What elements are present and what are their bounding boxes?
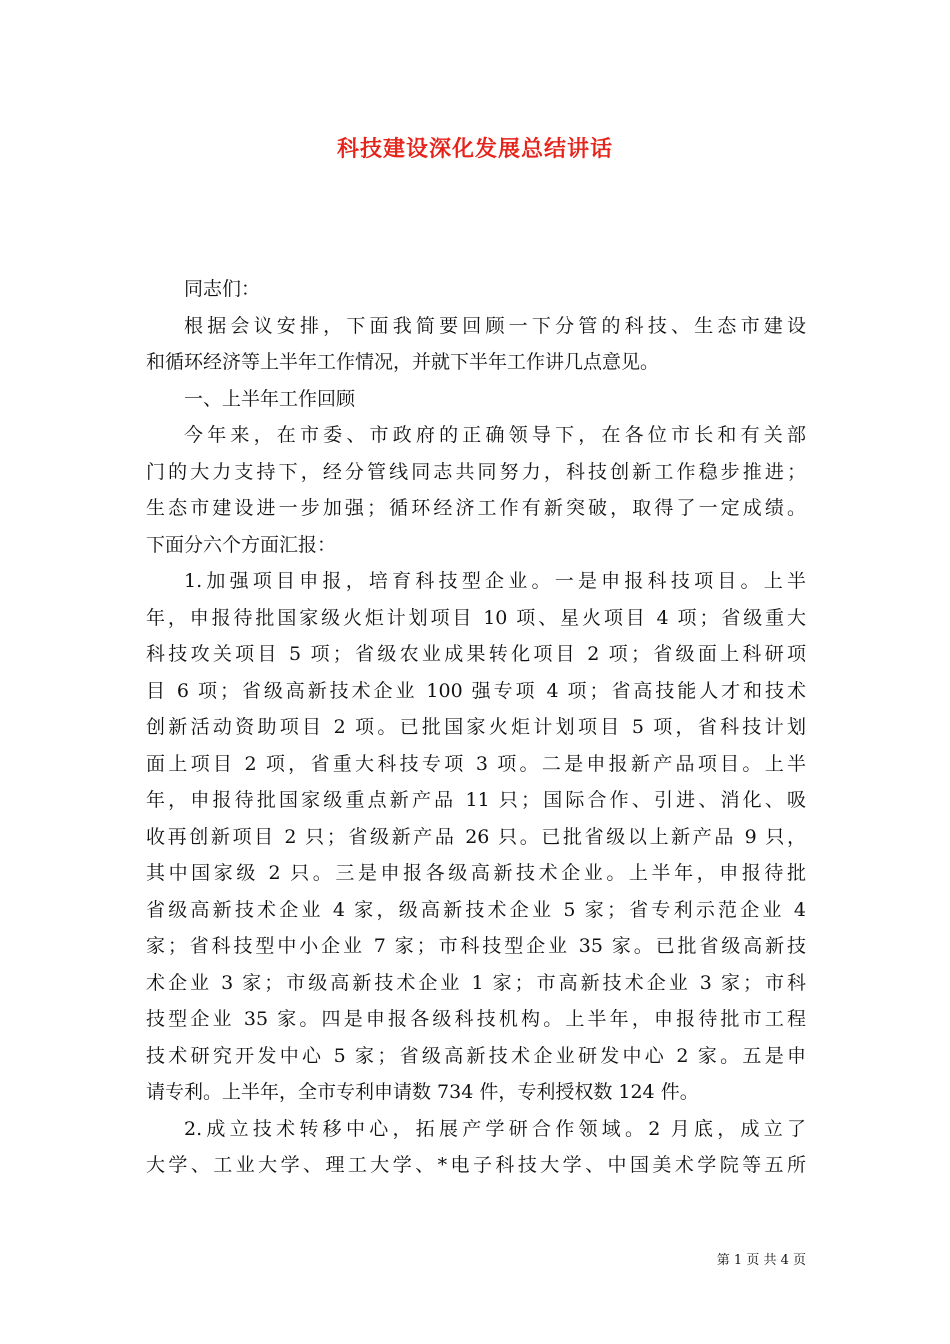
paragraph-line: 术企业 3 家；市级高新技术企业 1 家；市高新技术企业 3 家；市科	[146, 971, 806, 994]
paragraph-line: 创新活动资助项目 2 项。已批国家火炬计划项目 5 项，省科技计划	[146, 716, 806, 738]
paragraph-line: 今年来，在市委、市政府的正确领导下，在各位市长和有关部	[184, 424, 806, 446]
paragraph-line: 生态市建设进一步加强；循环经济工作有新突破，取得了一定成绩。	[146, 497, 806, 519]
paragraph-line: 根据会议安排，下面我简要回顾一下分管的科技、生态市建设	[184, 314, 806, 337]
page-number: 第 1 页 共 4 页	[716, 1253, 806, 1268]
paragraph-line: 技型企业 35 家。四是申报各级科技机构。上半年，申报待批市工程	[146, 1008, 806, 1030]
section-heading: 一、上半年工作回顾	[184, 387, 356, 410]
paragraph-line: 面上项目 2 项，省重大科技专项 3 项。二是申报新产品项目。上半	[146, 752, 806, 775]
paragraph-line: 年，申报待批国家级火炬计划项目 10 项、星火项目 4 项；省级重大	[146, 606, 806, 629]
salutation-line: 同志们：	[184, 278, 261, 300]
paragraph-line: 收再创新项目 2 只；省级新产品 26 只。已批省级以上新产品 9 只，	[146, 825, 806, 848]
paragraph-line: 其中国家级 2 只。三是申报各级高新技术企业。上半年，申报待批	[146, 862, 806, 884]
document-body	[146, 271, 806, 1184]
document-title: 科技建设深化发展总结讲话	[336, 136, 613, 162]
paragraph-line: 下面分六个方面汇报：	[146, 533, 337, 556]
paragraph-line: 1.加强项目申报，培育科技型企业。一是申报科技项目。上半	[184, 570, 806, 592]
paragraph-line: 大学、工业大学、理工大学、*电子科技大学、中国美术学院等五所	[146, 1154, 806, 1176]
paragraph-line: 目 6 项；省级高新技术企业 100 强专项 4 项；省高技能人才和技术	[146, 679, 806, 702]
paragraph-line: 2.成立技术转移中心，拓展产学研合作领域。2 月底，成立了	[184, 1117, 806, 1140]
paragraph-line: 门的大力支持下，经分管线同志共同努力，科技创新工作稳步推进；	[146, 460, 806, 483]
paragraph-line: 和循环经济等上半年工作情况，并就下半年工作讲几点意见。	[146, 351, 660, 373]
paragraph-line: 请专利。上半年，全市专利申请数 734 件，专利授权数 124 件。	[146, 1081, 699, 1103]
paragraph-line: 科技攻关项目 5 项；省级农业成果转化项目 2 项；省级面上科研项	[146, 643, 806, 665]
paragraph-line: 省级高新技术企业 4 家，级高新技术企业 5 家；省专利示范企业 4	[146, 898, 806, 921]
paragraph-line: 技术研究开发中心 5 家；省级高新技术企业研发中心 2 家。五是申	[146, 1044, 806, 1067]
paragraph-line: 家；省科技型中小企业 7 家；市科技型企业 35 家。已批省级高新技	[146, 935, 806, 957]
paragraph-line: 年，申报待批国家级重点新产品 11 只；国际合作、引进、消化、吸	[146, 789, 806, 811]
